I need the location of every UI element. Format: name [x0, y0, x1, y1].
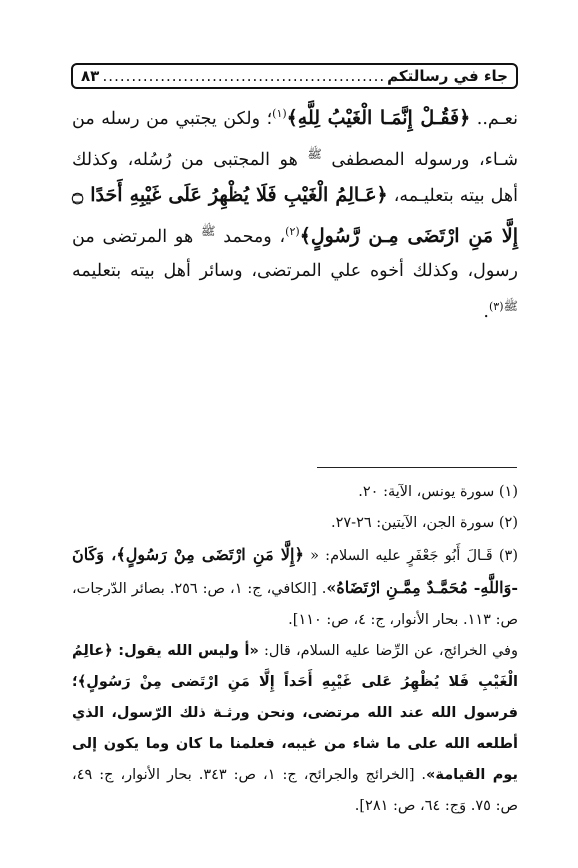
running-header [71, 63, 518, 89]
text-segment: هو المرتضى من رسول، وكذلك أخوه علي المرتضى، وسائر أهل بيته بتعليمه [72, 226, 518, 282]
salawat-glyph: ﷺ [503, 299, 518, 314]
text-segment: (٣) قَـالَ أَبُو جَعْفَرٍ عليه السلام: « [303, 548, 518, 564]
footnote-ref: (٣) [488, 300, 504, 314]
text-segment: ، ومحمد [215, 226, 286, 247]
salawat-glyph: ﷺ [200, 223, 216, 238]
footnote-ref: (١) [272, 107, 287, 120]
page-number: ٨٣ [81, 67, 100, 85]
text-segment: وفي الخرائج، عن الرِّضا عليه السلام، قال: [258, 643, 518, 659]
citation: . [الخرائج والجرائح، ج: ١، ص: ٣٤٣. بحار الأنوار، ج: ٤٩، ص: ٧٥. وَج: ٦٤، ص: ٢٨١]. [72, 767, 518, 814]
citation: . [الكافي، ج: ١، ص: ٢٥٦. بصائر الدّرجات، ص: ١١٣. بحار الأنوار، ج: ٤، ص: ١١٠]. [72, 581, 518, 628]
text-segment: نعـم.. [470, 108, 518, 129]
text-segment: ؛ ولكن يجتبي من رسله من شـاء، ورسوله المصطفى [72, 108, 518, 170]
hadith-quote: ﴿إِلَّا مَنِ ارْتَضَى مِنْ رَسُولٍ﴾، وَكَانَ -وَاللَّهِ- مُحَمَّـدٌ مِمَّـنِ ارْتَضَاهُ» [72, 545, 518, 597]
quran-verse: ﴿عَـالِمُ الْغَيْبِ فَلَا يُظْهِرُ عَلَى غَيْبِهِ أَحَدًا ۝ إِلَّا مَنِ ارْتَضَى مِـن رَّسُولٍ﴾ [72, 183, 518, 247]
main-paragraph [72, 96, 518, 330]
footnote-divider [317, 467, 517, 468]
hadith-quote: «أ وليس الله يقول: ﴿عالِمُ الْغَيْبِ فَلا يُظْهِرُ عَلى غَيْبِهِ أَحَداً إِلَّا مَنِ ارْتَضى مِنْ رَسُولٍ﴾؛ فرسول الله عند الله مرتضى، ونحن ورثـة ذلك الرّسول، الذي أطلعه الله على ما شاء من غيبه، فعلمنا ما كان وما يكون إلى يوم القيامة» [72, 643, 518, 783]
salawat-glyph: ﷺ [307, 146, 322, 161]
footnotes [72, 477, 518, 822]
footnote-4 [72, 636, 518, 822]
footnote-2: (٢) سورة الجن، الآيتين: ٢٦-٢٧. [330, 515, 518, 531]
text-segment: . [483, 302, 489, 323]
footnote-ref: (٢) [285, 224, 300, 238]
header-leader-dots [101, 67, 385, 85]
main-text [72, 96, 518, 330]
footnote-1: (١) سورة يونس، الآية: ٢٠. [358, 484, 518, 500]
footnote-3 [72, 539, 518, 636]
quran-verse: ﴿فَقُـلْ إِنَّمَـا الْغَيْبُ لِلَّهِ﴾ [286, 106, 471, 129]
header-title: جاء في رسالتكم [387, 67, 508, 85]
text-segment: هو المجتبى من رُسُله، وكذلك أهل بيته بتعليـمه، [72, 149, 518, 206]
